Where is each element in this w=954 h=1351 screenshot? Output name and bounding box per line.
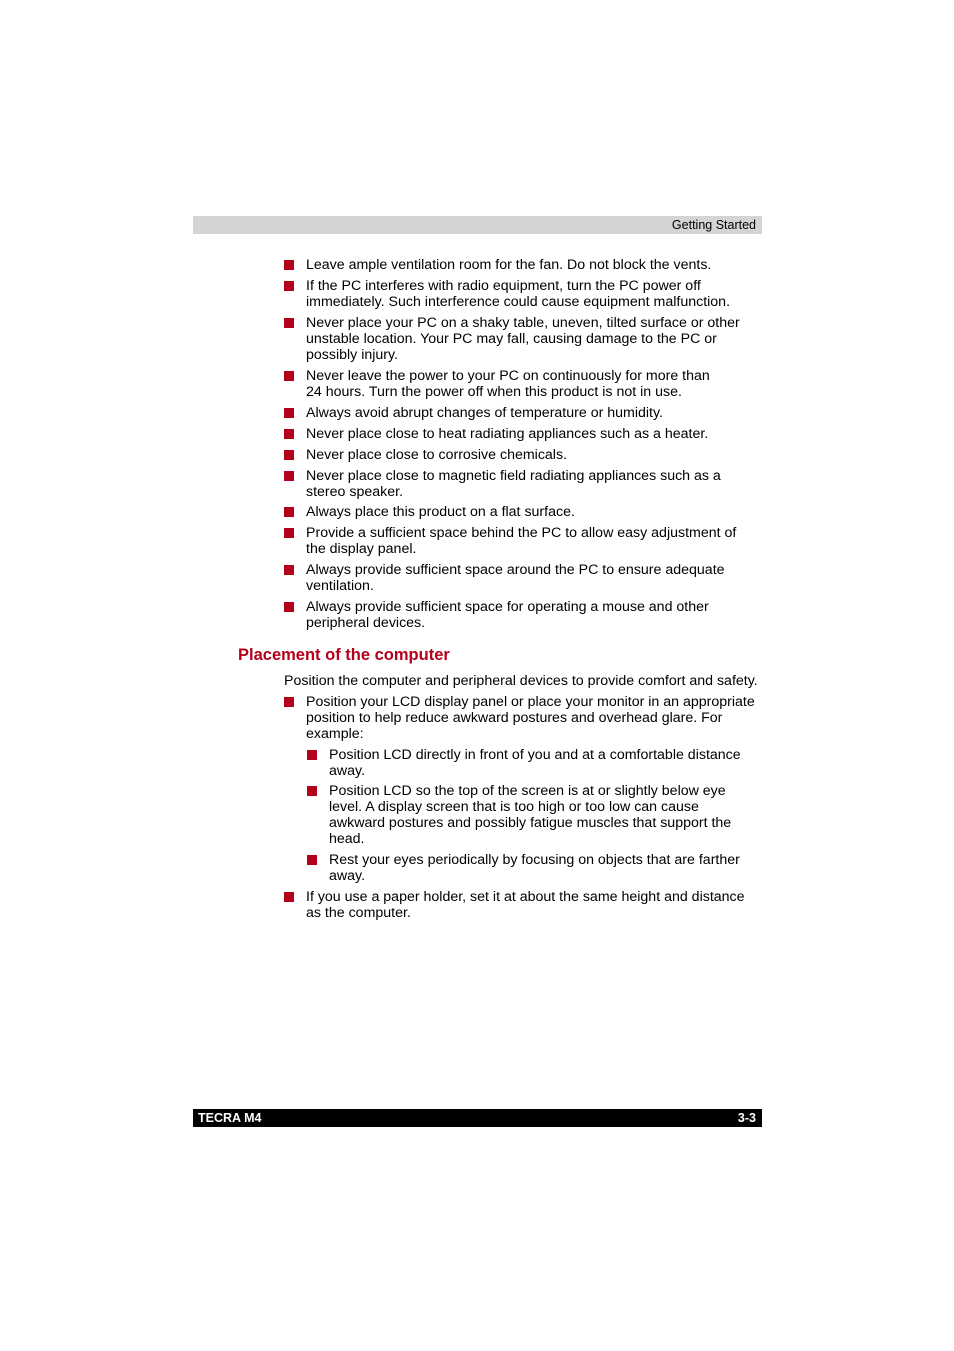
bullet-icon	[284, 471, 294, 481]
page-number: 3-3	[737, 1111, 756, 1125]
list-item: Provide a sufficient space behind the PC to allow easy adjustment of the display panel.	[306, 525, 737, 557]
sub-list-item: Position LCD so the top of the screen is at or slightly below eye level. A display screen that is too high or too low can cause awkward postures and possibly fatigue muscles that support the head.	[329, 783, 732, 847]
list-item: If you use a paper holder, set it at about the same height and distance as the computer.	[306, 889, 745, 921]
bullet-icon	[284, 371, 294, 381]
list-item: Never place close to magnetic field radiating appliances such as a stereo speaker.	[306, 468, 721, 500]
page-footer-bar	[193, 1109, 762, 1127]
product-name: TECRA M4	[198, 1111, 262, 1125]
sub-list-item: Position LCD directly in front of you and at a comfortable distance away.	[329, 747, 741, 779]
list-item: Always place this product on a flat surface.	[306, 504, 575, 520]
list-item: Always provide sufficient space for operating a mouse and other peripheral devices.	[306, 599, 709, 631]
bullet-icon	[284, 408, 294, 418]
section-intro: Position the computer and peripheral devices to provide comfort and safety.	[284, 673, 758, 689]
bullet-icon	[284, 697, 294, 707]
bullet-icon	[284, 318, 294, 328]
page-header-bar	[193, 216, 762, 234]
sub-bullet-icon	[307, 855, 317, 865]
section-title: Getting Started	[671, 218, 756, 232]
list-item: Never place close to corrosive chemicals.	[306, 447, 567, 463]
bullet-icon	[284, 528, 294, 538]
bullet-icon	[284, 429, 294, 439]
list-item: Never place your PC on a shaky table, uneven, tilted surface or other unstable location. Your PC may fall, causing damage to the PC or possibly injury.	[306, 315, 740, 363]
list-item: Never leave the power to your PC on continuously for more than 24 hours. Turn the power off when this product is not in use.	[306, 368, 710, 400]
bullet-icon	[284, 565, 294, 575]
list-item: Never place close to heat radiating appliances such as a heater.	[306, 426, 709, 442]
bullet-icon	[284, 507, 294, 517]
bullet-icon	[284, 281, 294, 291]
bullet-icon	[284, 450, 294, 460]
list-item: Position your LCD display panel or place your monitor in an appropriate position to help reduce awkward postures and overhead glare. For example:	[306, 694, 755, 742]
section-heading: Placement of the computer	[238, 646, 450, 664]
sub-bullet-icon	[307, 786, 317, 796]
bullet-icon	[284, 892, 294, 902]
list-item: Leave ample ventilation room for the fan. Do not block the vents.	[306, 257, 712, 273]
bullet-icon	[284, 602, 294, 612]
bullet-icon	[284, 260, 294, 270]
list-item: Always avoid abrupt changes of temperature or humidity.	[306, 405, 663, 421]
list-item: If the PC interferes with radio equipment, turn the PC power off immediately. Such interference could cause equipment malfunction.	[306, 278, 731, 310]
list-item: Always provide sufficient space around the PC to ensure adequate ventilation.	[306, 562, 725, 594]
sub-list-item: Rest your eyes periodically by focusing on objects that are farther away.	[329, 852, 740, 884]
sub-bullet-icon	[307, 750, 317, 760]
